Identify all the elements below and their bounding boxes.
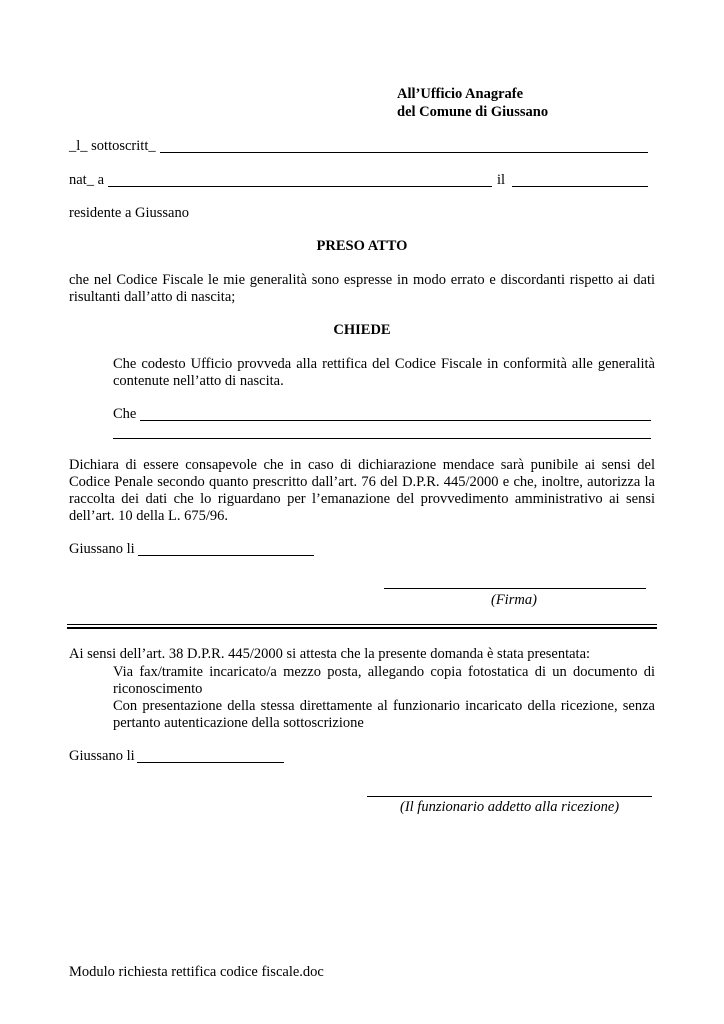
attestation-date-field-line[interactable] <box>137 762 284 763</box>
subscribed-label: _l_ sottoscritt_ <box>69 138 156 154</box>
declaration-line-2: Codice Penale secondo quanto prescritto dall’art. 76 del D.P.R. 445/2000 e che, inoltre, autorizza la <box>69 474 655 490</box>
birthdate-field-line[interactable] <box>512 186 648 187</box>
declaration-line-3: raccolta dei dati che lo riguardano per l’emanazione del provvedimento amministrativo ai sensi <box>69 491 655 507</box>
recipient-line-2: del Comune di Giussano <box>397 104 549 120</box>
attestation-option-1-line-2: riconoscimento <box>113 681 203 697</box>
separator-line-top <box>67 624 657 625</box>
attestation-option-2-line-2: pertanto autenticazione della sottoscrizione <box>113 715 364 731</box>
born-label: nat_ a <box>69 172 105 188</box>
preso-atto-heading: PRESO ATTO <box>316 238 408 254</box>
residence-text: residente a Giussano <box>69 205 189 221</box>
name-field-line[interactable] <box>160 152 648 153</box>
preso-atto-text-2: risultanti dall’atto di nascita; <box>69 289 236 305</box>
place-date-label: Giussano li <box>69 541 135 557</box>
official-caption: (Il funzionario addetto alla ricezione) <box>400 799 620 815</box>
attestation-option-1-line-1: Via fax/tramite incaricato/a mezzo posta, allegando copia fotostatica di un documento di <box>113 664 655 680</box>
che-label: Che <box>113 406 137 422</box>
attestation-option-2-line-1: Con presentazione della stessa direttamente al funzionario incaricato della ricezione, senza <box>113 698 655 714</box>
date-field-line[interactable] <box>138 555 314 556</box>
chiede-text-1: Che codesto Ufficio provveda alla rettifica del Codice Fiscale in conformità alle generalità <box>113 356 655 372</box>
birthplace-field-line[interactable] <box>108 186 492 187</box>
chiede-text-2: contenute nell’atto di nascita. <box>113 373 284 389</box>
declaration-line-4: dell’art. 10 della L. 675/96. <box>69 508 229 524</box>
attestation-place-date-label: Giussano li <box>69 748 135 764</box>
signature-caption: (Firma) <box>491 592 537 608</box>
attestation-intro: Ai sensi dell’art. 38 D.P.R. 445/2000 si attesta che la presente domanda è stata presentata: <box>69 646 591 662</box>
recipient-line-1: All’Ufficio Anagrafe <box>397 86 524 102</box>
birthdate-label: il <box>497 172 506 188</box>
official-signature-line[interactable] <box>367 796 652 797</box>
signature-line[interactable] <box>384 588 646 589</box>
separator-line-bottom <box>67 627 657 629</box>
chiede-heading: CHIEDE <box>333 322 391 338</box>
che-field-line-2[interactable] <box>113 438 651 439</box>
che-field-line-1[interactable] <box>140 420 651 421</box>
declaration-line-1: Dichiara di essere consapevole che in caso di dichiarazione mendace sarà punibile ai sensi del <box>69 457 655 473</box>
footer-filename: Modulo richiesta rettifica codice fiscale.doc <box>69 964 324 980</box>
preso-atto-text-1: che nel Codice Fiscale le mie generalità sono espresse in modo errato e discordanti rispetto ai dati <box>69 272 655 288</box>
